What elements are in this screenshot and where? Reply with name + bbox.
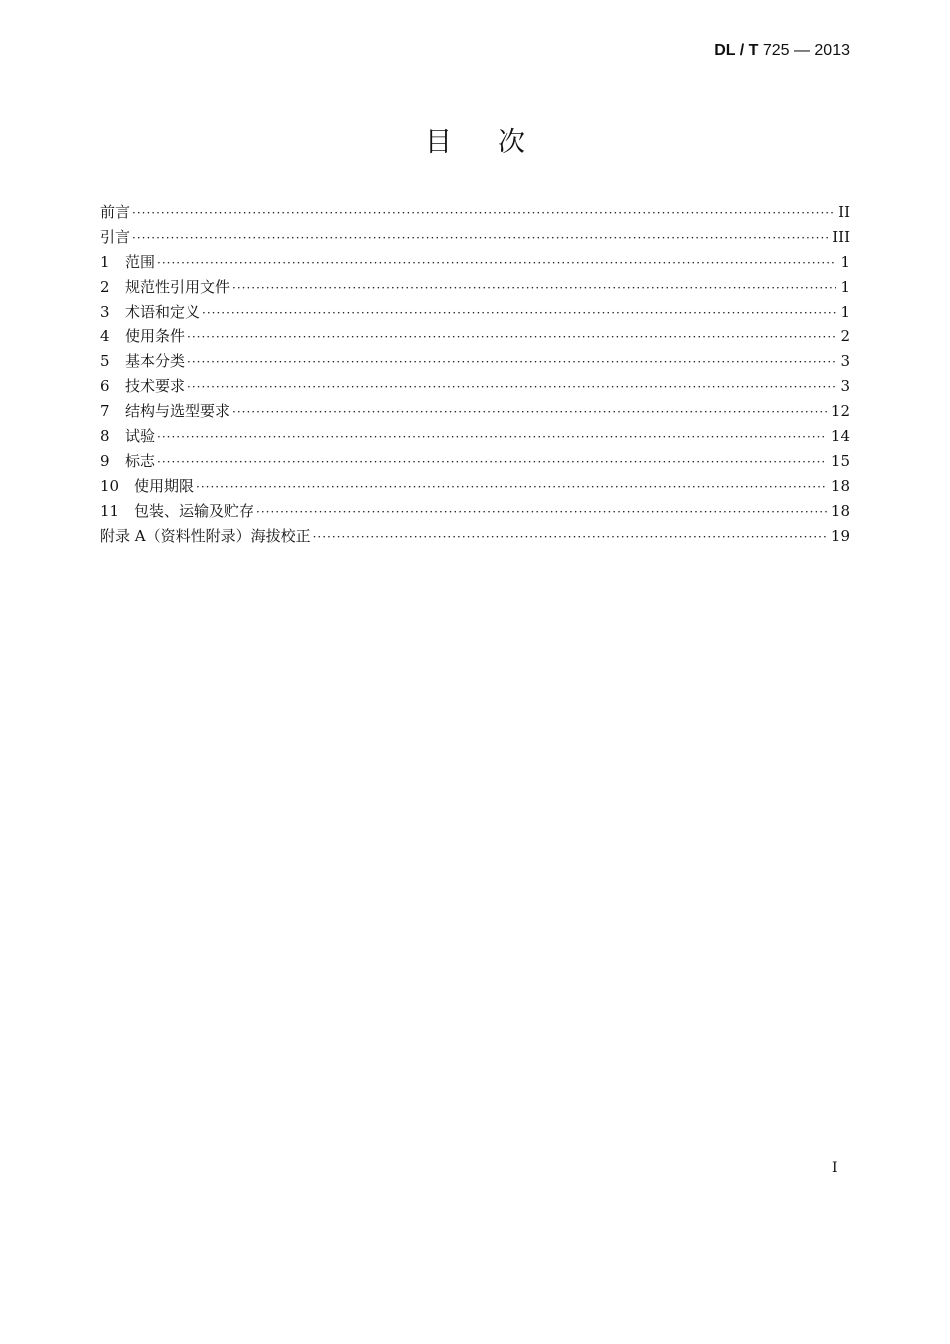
toc-leader-dots — [313, 525, 827, 550]
toc-entry-label: 技术要求 — [125, 377, 186, 396]
toc-entry-label-wrap — [100, 474, 194, 499]
toc-entry-6[interactable] — [100, 374, 850, 399]
toc-entry-label: 附录 A（资料性附录）海拔校正 — [100, 526, 311, 545]
toc-entry-label-wrap — [100, 300, 200, 325]
toc-entry-number: 9 — [100, 451, 110, 470]
toc-leader-dots — [187, 350, 836, 375]
toc-leader-dots — [157, 251, 836, 276]
toc-entry-label-wrap — [100, 275, 230, 300]
toc-entry-label: 标志 — [125, 451, 156, 470]
toc-entry-number: 2 — [100, 277, 110, 296]
toc-entry-page: II — [838, 203, 850, 221]
toc-leader-dots — [187, 325, 836, 350]
toc-entry-number: 4 — [100, 327, 110, 346]
standard-code-number: 725 — 2013 — [758, 42, 850, 59]
toc-entry-5[interactable] — [100, 349, 850, 374]
toc-leader-dots — [187, 375, 836, 400]
toc-entry-number: 7 — [100, 402, 110, 421]
toc-entry-2[interactable] — [100, 275, 850, 300]
toc-entry-number: 11 — [100, 501, 120, 520]
toc-entry-label: 试验 — [125, 427, 156, 446]
toc-entry-label: 基本分类 — [125, 352, 186, 371]
toc-entry-label: 包装、运输及贮存 — [134, 501, 255, 520]
toc-entry-3[interactable] — [100, 300, 850, 325]
toc-entry-11[interactable] — [100, 499, 850, 524]
toc-leader-dots — [232, 276, 836, 301]
toc-entry-label: 术语和定义 — [125, 302, 201, 321]
toc-entry-page: 3 — [840, 377, 850, 396]
toc-entry-page: 3 — [840, 352, 850, 371]
toc-entry-label-wrap — [100, 250, 155, 275]
toc-leader-dots — [157, 450, 827, 475]
toc-entry-label: 前言 — [100, 203, 131, 221]
toc-entry-label: 规范性引用文件 — [125, 277, 231, 296]
page-number: I — [832, 1160, 838, 1176]
toc-entry-page: 1 — [840, 252, 850, 271]
toc-entry-label-wrap — [100, 324, 185, 349]
toc-title-part1: 目 — [425, 127, 452, 158]
toc-entry-4[interactable] — [100, 324, 850, 349]
toc-entry-label: 使用期限 — [134, 476, 195, 495]
toc-entry-7[interactable] — [100, 399, 850, 424]
toc-entry-page: 1 — [840, 277, 850, 296]
toc-entry-label: 范围 — [125, 252, 156, 271]
toc-entry-8[interactable] — [100, 424, 850, 449]
toc-entry-number: 8 — [100, 427, 110, 446]
toc-entry-label-wrap — [100, 449, 155, 474]
toc-entry-9[interactable] — [100, 449, 850, 474]
toc-entry-page: 12 — [830, 402, 850, 421]
toc-entry-number: 6 — [100, 377, 110, 396]
toc-entry-number: 3 — [100, 302, 110, 321]
toc-entry-label-wrap — [100, 349, 185, 374]
toc-leader-dots — [132, 226, 828, 251]
toc-list — [100, 200, 850, 548]
toc-leader-dots — [256, 500, 827, 525]
toc-leader-dots — [202, 301, 836, 326]
toc-entry-page: 19 — [830, 526, 850, 545]
toc-leader-dots — [232, 400, 827, 425]
toc-leader-dots — [196, 475, 827, 500]
toc-entry-page: 18 — [830, 476, 850, 495]
toc-entry-foreword[interactable] — [100, 200, 850, 225]
toc-entry-number: 1 — [100, 252, 110, 271]
toc-entry-appendix-a[interactable] — [100, 524, 850, 549]
standard-code — [714, 42, 850, 60]
toc-leader-dots — [157, 425, 827, 450]
toc-entry-page: 15 — [830, 451, 850, 470]
toc-entry-label-wrap — [100, 499, 254, 524]
toc-entry-label: 结构与选型要求 — [125, 402, 231, 421]
toc-entry-number: 5 — [100, 352, 110, 371]
toc-title-part2: 次 — [498, 127, 525, 158]
toc-entry-label-wrap — [100, 374, 185, 399]
toc-entry-number: 10 — [100, 476, 120, 495]
toc-entry-page: 18 — [830, 501, 850, 520]
toc-entry-page: 1 — [840, 302, 850, 321]
standard-code-prefix: DL / T — [714, 42, 759, 59]
toc-entry-page: 14 — [830, 427, 850, 446]
toc-title — [0, 120, 950, 159]
toc-entry-label: 引言 — [100, 227, 131, 246]
toc-entry-label: 使用条件 — [125, 327, 186, 346]
toc-entry-1[interactable] — [100, 250, 850, 275]
toc-entry-introduction[interactable] — [100, 225, 850, 250]
toc-leader-dots — [132, 201, 834, 226]
toc-entry-10[interactable] — [100, 474, 850, 499]
toc-entry-page: 2 — [840, 327, 850, 346]
toc-entry-label-wrap — [100, 424, 155, 449]
toc-entry-label-wrap — [100, 399, 230, 424]
toc-entry-page: III — [832, 227, 850, 246]
